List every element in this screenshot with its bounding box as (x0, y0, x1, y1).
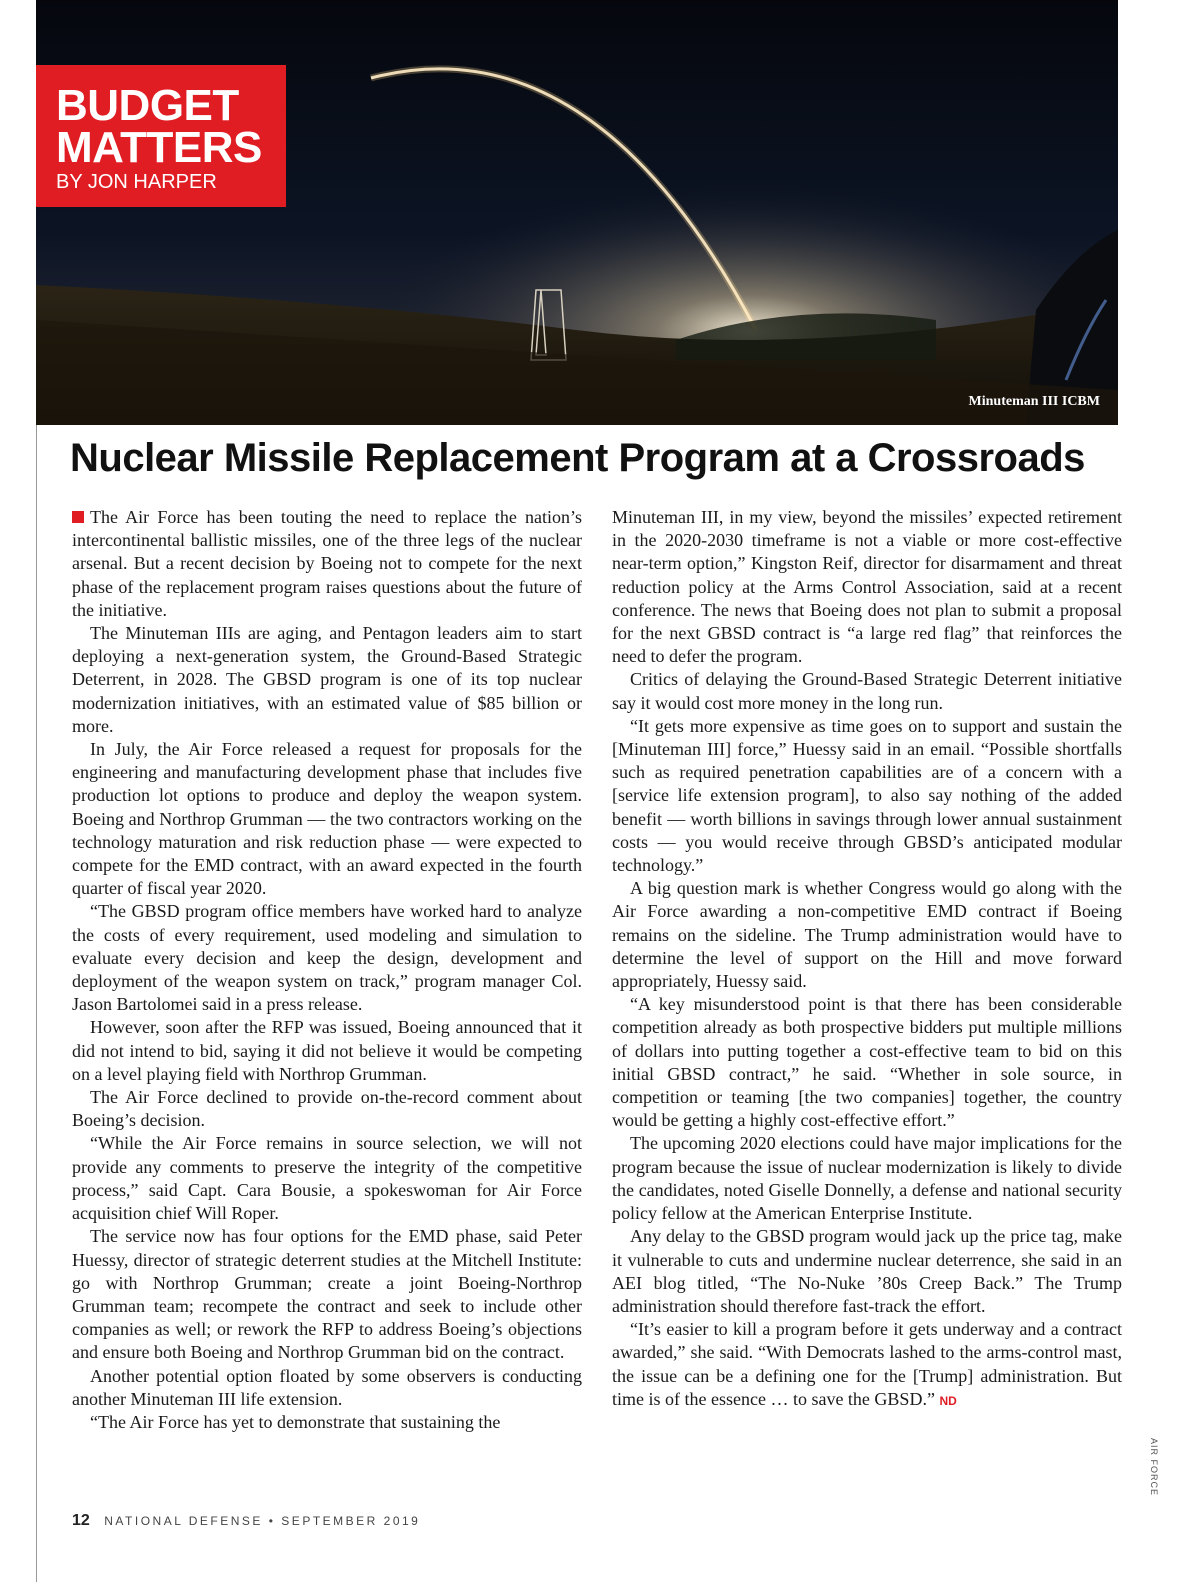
paragraph: “The GBSD program office members have worked hard to analyze the costs of every requirement, used modeling and simulation to evaluate every decision and keep the design, development and deployment of the weapon system on track,” program manager Col. Jason Bartolomei said in a press release. (72, 901, 582, 1015)
section-title-line2: MATTERS (56, 123, 262, 172)
paragraph-text: “It’s easier to kill a program before it gets underway and a contract awarded,” she said. “With Democrats lashed to the arms-control mast, the issue can be a defining one for the [Trump] administration. But time is of the essence … to save the GBSD.” (612, 1319, 1122, 1409)
article-column-1 (72, 506, 582, 1434)
paragraph: Minuteman III, in my view, beyond the missiles’ expected retirement in the 2020-2030 timeframe is not a viable or more cost-effective near-term option,” Kingston Reif, director for disarmament and threat reduction policy at the Arms Control Association, said at a recent conference. The news that Boeing does not plan to submit a proposal for the next GBSD contract is “a large red flag” that reinforces the need to defer the program. (612, 507, 1122, 667)
end-mark: ND (939, 1393, 957, 1408)
left-margin-rule (36, 425, 37, 1582)
paragraph-text: The Air Force has been touting the need to replace the nation’s intercontinental ballistic missiles, one of the three legs of the nuclear arsenal. But a recent decision by Boeing not to compete for the next phase of the replacement program raises questions about the future of the initiative. (72, 507, 582, 620)
section-title-line1: BUDGET (56, 81, 239, 130)
paragraph: “While the Air Force remains in source selection, we will not provide any comments to preserve the integrity of the competitive process,” said Capt. Cara Bousie, a spokeswoman for Air Force acquisition chief Will Roper. (72, 1133, 582, 1224)
paragraph: The Minuteman IIIs are aging, and Pentagon leaders aim to start deploying a next-generation system, the Ground-Based Strategic Deterrent, in 2028. The GBSD program is one of its top nuclear modernization initiatives, with an estimated value of $85 billion or more. (72, 623, 582, 736)
paragraph: The upcoming 2020 elections could have major implications for the program because the issue of nuclear modernization is likely to divide the candidates, noted Giselle Donnelly, a defense and national security policy fellow at the American Enterprise Institute. (612, 1133, 1122, 1224)
paragraph: Critics of delaying the Ground-Based Strategic Deterrent initiative say it would cost more money in the long run. (612, 669, 1122, 713)
page-footer (72, 1512, 420, 1530)
paragraph: “It gets more expensive as time goes on to support and sustain the [Minuteman III] force,” Huessy said in an email. “Possible shortfalls such as required penetration capabilities are of a concern with a [service life extension program], to also say nothing of the added benefit — worth billions in savings through lower annual sustainment costs — you would receive through GBSD’s anticipated modular technology.” (612, 715, 1122, 876)
paragraph: In July, the Air Force released a request for proposals for the engineering and manufacturing development phase that includes five production lot options to produce and deploy the weapon system. Boeing and Northrop Grumman — the two contractors working on the technology maturation and risk reduction phase — were expected to compete for the EMD contract, with an award expected in the fourth quarter of fiscal year 2020. (72, 739, 582, 899)
hero-photo (36, 0, 1118, 425)
side-section-label: AIR FORCE (1149, 1438, 1159, 1497)
byline: BY JON HARPER (56, 171, 217, 193)
paragraph (612, 1318, 1122, 1413)
missile-launch-image (36, 0, 1118, 425)
paragraph: A big question mark is whether Congress would go along with the Air Force awarding a non-competitive EMD contract if Boeing remains on the sideline. The Trump administration would have to determine the level of support on the Hill and move forward appropriately, Huessy said. (612, 878, 1122, 992)
paragraph: “The Air Force has yet to demonstrate that sustaining the (90, 1411, 501, 1432)
article-start-square-icon (72, 511, 84, 523)
publication-line: NATIONAL DEFENSE • SEPTEMBER 2019 (104, 1514, 421, 1528)
photo-caption: Minuteman III ICBM (968, 394, 1100, 409)
paragraph (72, 506, 582, 622)
page-number: 12 (72, 1512, 90, 1529)
paragraph: “A key misunderstood point is that there has been considerable competition already as both prospective bidders put multiple millions of dollars into putting together a cost-effective team to bid on this initial GBSD contract,” he said. “Whether in sole source, in competition or teaming [the two companies] together, the country would be getting a highly cost-effective effort.” (612, 994, 1122, 1131)
headline: Nuclear Missile Replacement Program at a Crossroads (70, 436, 1085, 480)
section-badge (36, 65, 286, 207)
paragraph: The service now has four options for the EMD phase, said Peter Huessy, director of strategic deterrent studies at the Mitchell Institute: go with Northrop Grumman; create a joint Boeing-Northrop Grumman team; recompete the contract and seek to include other companies as well; or rework the RFP to address Boeing’s objections and ensure both Boeing and Northrop Grumman bid on the contract. (72, 1226, 582, 1363)
paragraph: The Air Force declined to provide on-the-record comment about Boeing’s decision. (72, 1087, 582, 1131)
paragraph: Another potential option floated by some observers is conducting another Minuteman III life extension. (72, 1365, 582, 1409)
paragraph: Any delay to the GBSD program would jack up the price tag, make it vulnerable to cuts and undermine nuclear deterrence, she said in an AEI blog titled, “The No-Nuke ’80s Creep Back.” The Trump administration should therefore fast-track the effort. (612, 1226, 1122, 1316)
article-column-2 (612, 506, 1122, 1413)
paragraph: However, soon after the RFP was issued, Boeing announced that it did not intend to bid, saying it did not believe it would be competing on a level playing field with Northrop Grumman. (72, 1017, 582, 1084)
